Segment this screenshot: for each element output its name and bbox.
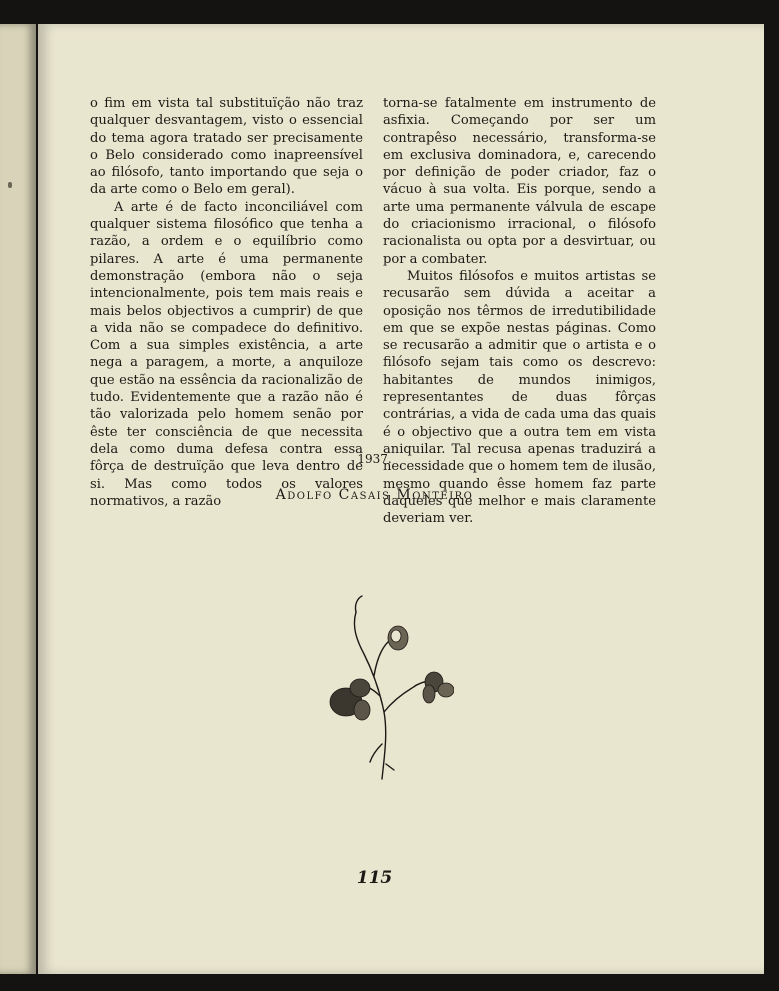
date-line: 1937. (357, 452, 392, 466)
right-paragraph-2: Muitos filósofos e muitos artistas se recusarão sem dúvida a aceitar a oposição nos têrmos de irredutibilidade em que se expõe nestas páginas. Como se recusarão a admitir que o artista e o filósofo sejam tais como os descrevo: habitantes de mundos inimigos, representantes de duas fôrças contrárias, a vida de cada uma das quais é o objectivo que a outra tem em vista aniquilar. Tal recusa apenas traduzirá a necessidade que o homem tem de ilusão, mesmo quando êsse homem faz parte daqueles que melhor e mais claramente deveriam ver. (383, 268, 656, 527)
flower-ornament-icon (304, 584, 454, 794)
book-page (38, 24, 764, 974)
left-paragraph-1: o fim em vista tal substituïção não traz qualquer desvantagem, visto o essencial do tema agora tratado ser precisamente o Belo considerado como inapreensível ao filósofo, tanto importando que seja o da arte como o Belo em geral). (90, 96, 363, 198)
right-paragraph-1: torna-se fatalmente em instrumento de asfixia. Começando por ser um contrapêso necessário, transforma-se em exclusiva dominadora, e, carecendo por definição de poder criador, faz o vácuo à sua volta. Eis porque, sendo a arte uma permanente válvula de escape do criacionismo irracional, o filósofo racionalista ou opta por a desvirtuar, ou por a combater. (383, 96, 656, 267)
page-speck (8, 182, 12, 188)
previous-page-edge (0, 24, 36, 974)
left-paragraph-2: A arte é de facto inconciliável com qualquer sistema filosófico que tenha a razão, a ordem e o equilíbrio como pilares. A arte é uma permanente demonstração (embora não o seja intencionalmente, pois tem mais reais e mais belos objectivos a cumprir) de que a vida não se compadece do definitivo. Com a sua simples existência, a arte nega a paragem, a morte, a anquiloze que estão na essência da racionalizão de tudo. Evidentemente que a razão não é tão valorizada pelo homem senão por êste ter consciência de que necessita dela como duma defesa contra essa fôrça de destruïção que leva dentro de si. Mas como todos os valores normativos, a razão (90, 199, 363, 509)
author-signature: Adolfo Casais Monteiro (275, 487, 474, 503)
page-number: 115 (356, 868, 393, 888)
left-column (90, 95, 363, 510)
